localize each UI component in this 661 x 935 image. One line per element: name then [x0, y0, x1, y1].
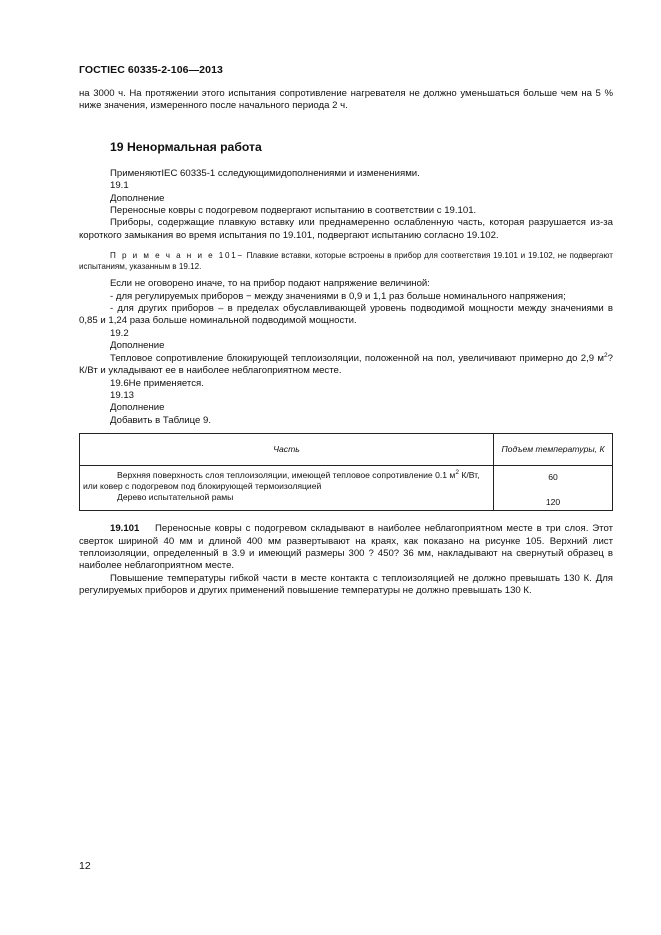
table-header-part: Часть	[80, 434, 494, 466]
text-fragment: К/Вт, или ковер с подогревом под блокирующей термоизоляцией	[83, 470, 480, 492]
text-fragment: Тепловое сопротивление блокирующей теплоизоляции, положенной на пол, увеличивают примерно до 2,9 м	[110, 352, 605, 364]
text-fragment: ? К/Вт и укладывают ее в наиболее неблагоприятном месте.	[79, 352, 613, 377]
clause-19-13: 19.13	[110, 389, 135, 401]
list-item: - для других приборов – в пределах обуславливающей уровень подводимой мощности между значениями в 0,85 и 1,24 раза больше номинальной подводимой мощности.	[79, 303, 613, 327]
table-cell-part	[80, 466, 494, 511]
paragraph: Приборы, содержащие плавкую вставку или преднамеренно ослабленную часть, которая разрушается из-за короткого замыкания во время испытания по 19.101, подвергают испытанию согласно 19.102.	[79, 217, 613, 241]
addition-label: Дополнение	[110, 192, 165, 204]
clause-text: Переносные ковры с подогревом складывают в наиболее неблагоприятном месте в три слоя. Этот сверток шириной 40 мм и длиной 400 мм развертывают на краях, как показано на рисунке 105. Верхний лист теплоизоляции, определенный в 3.9 и имеющий размеры 300 ? 450? 36 мм, накладывают на свернутый образец в наиболее неблагоприятном месте.	[79, 523, 613, 572]
row2-label: Дерево испытательной рамы	[117, 492, 234, 503]
section-title: 19 Ненормальная работа	[110, 139, 262, 154]
list-item: - для регулируемых приборов − между значениями в 0,9 и 1,1 раз больше номинального напряжения;	[110, 290, 566, 302]
paragraph: Повышение температуры гибкой части в месте контакта с теплоизоляцией не должно превышать 130 К. Для регулируемых приборов и других применений повышение температуры не должно превышать 130 К.	[79, 572, 613, 597]
clause-number: 19.101	[110, 523, 140, 535]
superscript: 2	[604, 351, 608, 359]
clause-19-2: 19.2	[110, 327, 129, 339]
table-cell-values	[494, 466, 613, 511]
temperature-table	[79, 433, 613, 511]
add-table-instruction: Добавить в Таблице 9.	[110, 414, 212, 426]
page-number: 12	[79, 860, 91, 872]
table-row	[80, 466, 613, 511]
document-body	[79, 88, 613, 598]
note-paragraph	[79, 250, 613, 272]
superscript: 2	[455, 469, 459, 477]
table-header-temperature: Подъем температуры, К	[494, 434, 613, 466]
row1-value: 60	[548, 472, 558, 483]
paragraph	[79, 353, 613, 378]
intro-paragraph: на 3000 ч. На протяжении этого испытания сопротивление нагревателя не должно уменьшаться больше чем на 5 % ниже значения, измеренного после начального периода 2 ч.	[79, 88, 613, 112]
table-header-row	[80, 434, 613, 466]
document-header: ГОСТIEC 60335-2-106—2013	[79, 64, 223, 76]
row1-label	[83, 470, 487, 492]
note-text: Плавкие вставки, которые встроены в прибор для соответствия 19.101 и 19.102, не подвергают испытаниям, указанным в 19.12.	[79, 251, 613, 272]
paragraph: Если не оговорено иначе, то на прибор подают напряжение величиной:	[110, 278, 430, 290]
applies-paragraph: ПрименяютIEC 60335-1 сследующимидополнениями и изменениями.	[110, 167, 420, 179]
row2-value: 120	[545, 497, 561, 508]
paragraph: Переносные ковры с подогревом подвергают испытанию в соответствии с 19.101.	[110, 205, 477, 217]
note-label: П р и м е ч а н и е 101−	[110, 251, 244, 261]
addition-label: Дополнение	[110, 340, 165, 352]
addition-label: Дополнение	[110, 402, 165, 414]
clause-19-6: 19.6Не применяется.	[110, 377, 204, 389]
text-fragment: Верхняя поверхность слоя теплоизоляции, имеющей тепловое сопротивление 0.1 м	[117, 470, 456, 481]
clause-19-1: 19.1	[110, 180, 129, 192]
clause-19-101	[79, 523, 613, 573]
